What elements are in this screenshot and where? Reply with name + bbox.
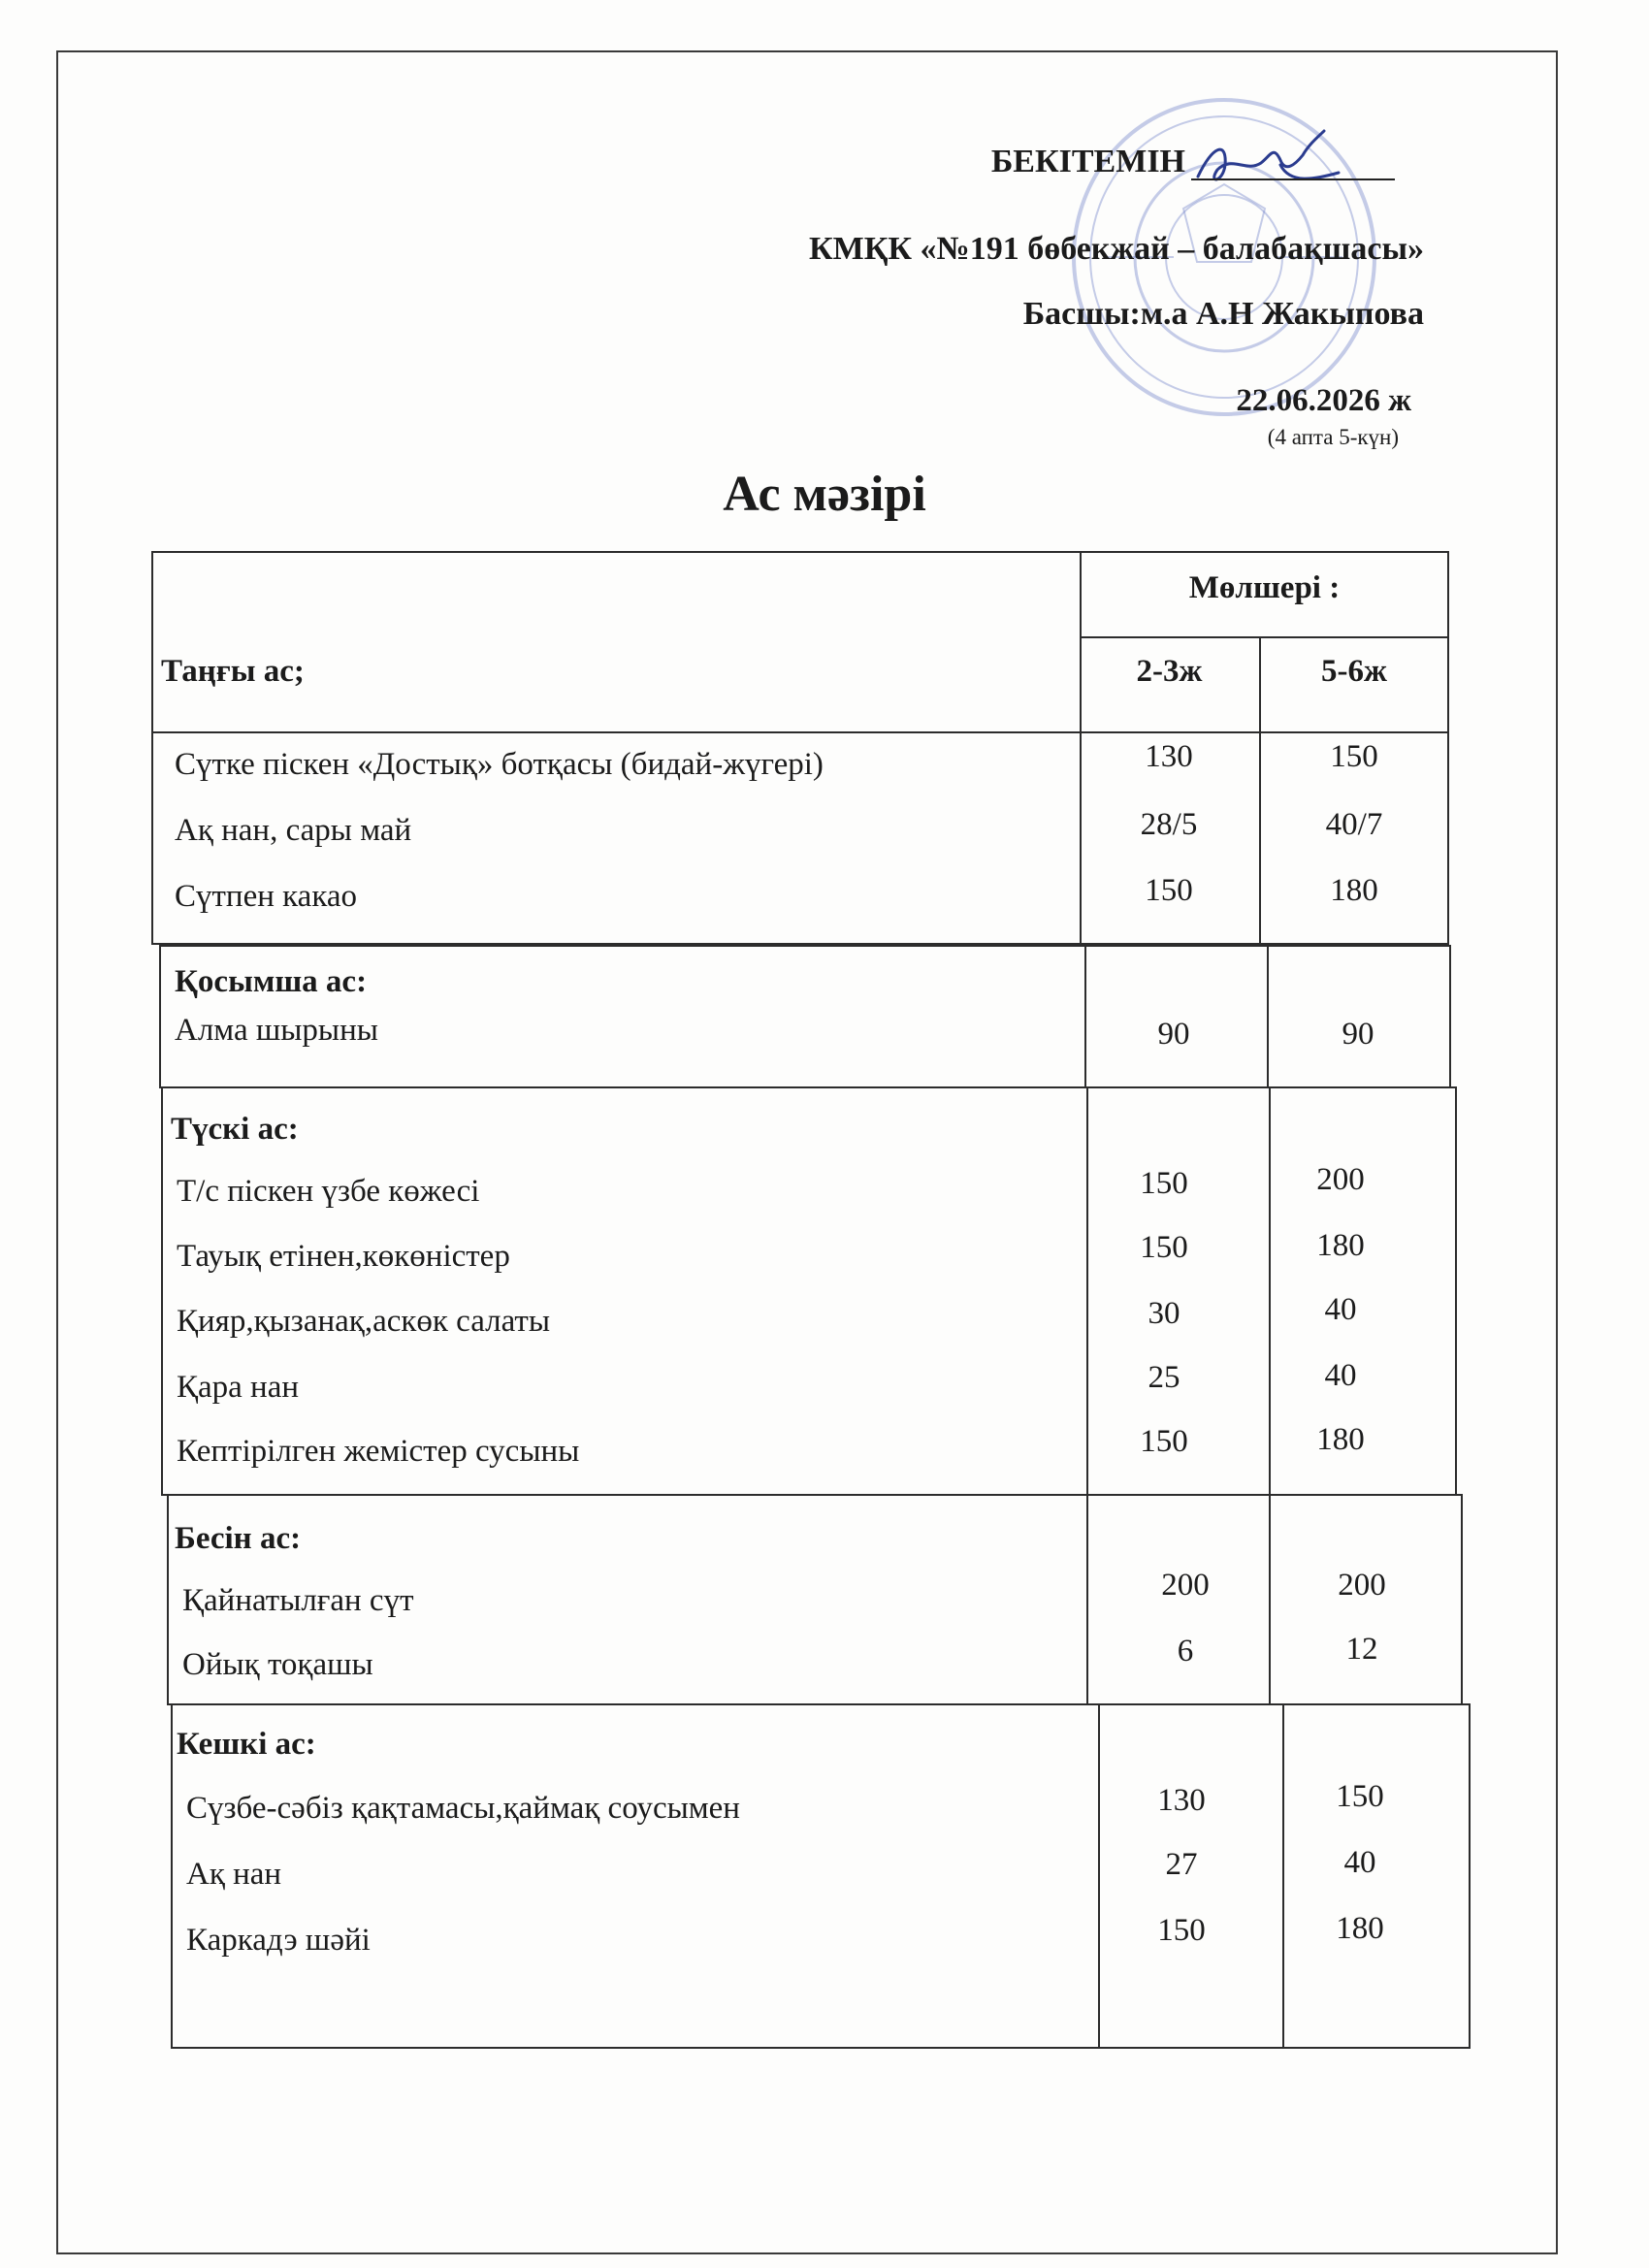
- organization-name: КМҚК «№191 бөбекжай – балабақшасы»: [809, 231, 1424, 267]
- amount-2-3: 90: [1157, 1017, 1190, 1052]
- amount-2-3: 150: [1157, 1913, 1206, 1948]
- age-2-3-header: 2-3ж: [1136, 654, 1203, 689]
- list-item: Алма шырыны: [175, 1013, 378, 1048]
- lunch-label: Түскі ас:: [171, 1112, 299, 1147]
- amount-5-6: 40: [1324, 1358, 1357, 1393]
- breakfast-block: [151, 551, 1449, 945]
- amount-5-6: 180: [1316, 1422, 1365, 1457]
- amount-2-3: 6: [1177, 1634, 1194, 1669]
- list-item: Каркадэ шәйі: [186, 1923, 371, 1958]
- list-item: Сүтке піскен «Достық» ботқасы (бидай-жүгері): [175, 747, 824, 782]
- approval-line: [991, 144, 1395, 180]
- week-day-note: (4 апта 5-күн): [1267, 425, 1399, 449]
- approve-label: БЕКІТЕМІН: [990, 144, 1185, 179]
- amount-2-3: 150: [1140, 1230, 1188, 1265]
- amount-5-6: 12: [1345, 1632, 1378, 1667]
- amount-5-6: 200: [1316, 1162, 1365, 1197]
- amount-2-3: 30: [1148, 1296, 1180, 1331]
- amount-5-6: 180: [1336, 1911, 1384, 1946]
- menu-date: 22.06.2026 ж: [1236, 383, 1411, 418]
- list-item: Тауық етінен,көкөністер: [177, 1239, 510, 1274]
- list-item: Кептірілген жемістер сусыны: [177, 1434, 580, 1469]
- amount-2-3: 200: [1161, 1568, 1210, 1603]
- amount-5-6: 40: [1343, 1845, 1376, 1880]
- dinner-block: [171, 1703, 1471, 2049]
- amount-2-3: 150: [1140, 1424, 1188, 1459]
- amount-5-6: 90: [1342, 1017, 1374, 1052]
- amount-2-3: 130: [1145, 739, 1193, 774]
- list-item: Т/с піскен үзбе көжесі: [177, 1174, 480, 1209]
- amount-2-3: 150: [1145, 873, 1193, 908]
- list-item: Ақ нан: [186, 1857, 282, 1892]
- list-item: Қара нан: [177, 1370, 300, 1405]
- document-title: Ас мәзірі: [723, 467, 926, 522]
- amount-2-3: 130: [1157, 1783, 1206, 1818]
- amount-2-3: 28/5: [1140, 807, 1198, 842]
- snack-block: [159, 945, 1451, 1088]
- list-item: Сүтпен какао: [175, 879, 358, 914]
- amount-5-6: 40: [1324, 1292, 1357, 1327]
- dinner-label: Кешкі ас:: [177, 1727, 316, 1762]
- breakfast-label: Таңғы ас;: [161, 654, 305, 689]
- amount-5-6: 150: [1336, 1779, 1384, 1814]
- signature-blank-line: [1191, 149, 1395, 180]
- head-of-organization: Басшы:м.а А.Н Жакыпова: [1022, 296, 1424, 332]
- snack-label: Қосымша ас:: [175, 964, 368, 999]
- amount-5-6: 40/7: [1325, 807, 1383, 842]
- list-item: Ақ нан, сары май: [175, 813, 412, 848]
- list-item: Сүзбе-сәбіз қақтамасы,қаймақ соусымен: [186, 1791, 740, 1826]
- amount-5-6: 200: [1338, 1568, 1386, 1603]
- amount-2-3: 150: [1140, 1166, 1188, 1201]
- amount-2-3: 25: [1148, 1360, 1180, 1395]
- amount-2-3: 27: [1165, 1847, 1198, 1882]
- amount-5-6: 180: [1330, 873, 1378, 908]
- amount-5-6: 180: [1316, 1228, 1365, 1263]
- list-item: Ойық тоқашы: [182, 1647, 373, 1682]
- afternoon-label: Бесін ас:: [175, 1521, 302, 1556]
- list-item: Қияр,қызанақ,аскөк салаты: [177, 1304, 551, 1339]
- amount-header: Мөлшері :: [1188, 570, 1341, 605]
- afternoon-block: [167, 1494, 1463, 1705]
- age-5-6-header: 5-6ж: [1321, 654, 1387, 689]
- lunch-block: [161, 1086, 1457, 1496]
- list-item: Қайнатылған сүт: [182, 1583, 414, 1618]
- amount-5-6: 150: [1330, 739, 1378, 774]
